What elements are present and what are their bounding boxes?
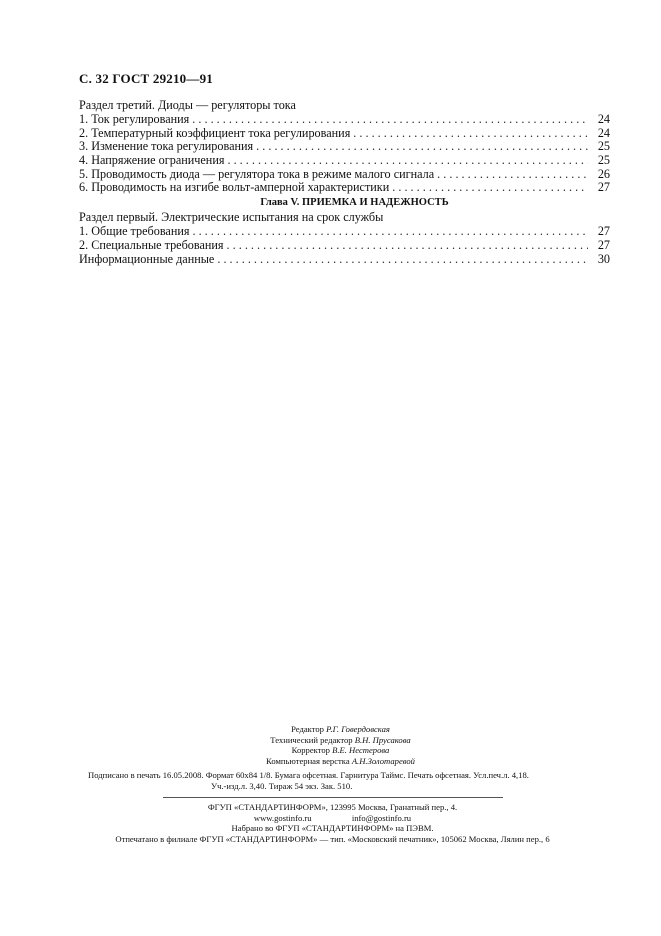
toc-row bbox=[79, 113, 610, 127]
imprint-tech-editor-line bbox=[10, 735, 661, 746]
toc-row bbox=[79, 154, 610, 168]
toc-row bbox=[79, 253, 610, 267]
imprint-role: Технический редактор bbox=[270, 734, 353, 745]
toc-item-page: 27 bbox=[597, 180, 610, 195]
toc-leader-dots bbox=[217, 253, 588, 267]
imprint-person: В.Е. Нестерова bbox=[332, 745, 390, 756]
imprint-editors bbox=[10, 724, 661, 766]
toc-item-label: 3. Изменение тока регулирования bbox=[79, 139, 254, 154]
toc-leader-dots bbox=[437, 168, 588, 182]
toc-item-label: Информационные данные bbox=[79, 251, 215, 266]
toc-leader-dots bbox=[192, 225, 588, 239]
toc-item-label: 1. Ток регулирования bbox=[79, 112, 190, 126]
toc-row bbox=[79, 181, 610, 195]
imprint-publisher-line: Отпечатано в филиале ФГУП «СТАНДАРТИНФОРМ» — тип. «Московский печатник», 105062 Москва, Лялин пер., 6 bbox=[115, 833, 550, 844]
toc-chapter-title: Глава V. ПРИЕМКА И НАДЕЖНОСТЬ bbox=[260, 197, 449, 209]
imprint-person: В.Н. Прусакова bbox=[354, 734, 411, 745]
toc-leader-dots bbox=[353, 127, 588, 141]
imprint-print-line: Уч.-изд.л. 3,40. Тираж 54 экз. Зак. 510. bbox=[211, 780, 353, 791]
imprint-person: Р.Г. Говердовская bbox=[326, 724, 390, 734]
toc-section-title: Раздел первый. Электрические испытания на срок службы bbox=[79, 210, 384, 225]
toc-item-page: 25 bbox=[597, 153, 610, 168]
toc-row bbox=[79, 239, 610, 253]
page-header: С. 32 ГОСТ 29210—91 bbox=[79, 71, 213, 86]
toc-leader-dots bbox=[227, 239, 588, 253]
imprint-role: Компьютерная верстка bbox=[266, 755, 350, 766]
toc-item-page: 24 bbox=[597, 112, 610, 126]
toc-item-page: 25 bbox=[597, 139, 610, 154]
toc-row bbox=[79, 127, 610, 141]
imprint-layout-line bbox=[10, 756, 661, 767]
imprint-editor-line bbox=[10, 724, 661, 735]
toc-item-page: 26 bbox=[597, 166, 610, 181]
toc-leader-dots bbox=[392, 181, 588, 195]
toc-item-label: 2. Специальные требования bbox=[79, 237, 224, 252]
imprint-publisher bbox=[2, 802, 661, 844]
imprint-publisher-line: ФГУП «СТАНДАРТИНФОРМ», 123995 Москва, Гранатный пер., 4. bbox=[207, 802, 458, 812]
toc-item-label: 4. Напряжение ограничения bbox=[79, 153, 225, 168]
toc-row bbox=[79, 140, 610, 154]
imprint-print-line: Подписано в печать 16.05.2008. Формат 60х84 1/8. Бумага офсетная. Гарнитура Таймс. Печать офсетная. Усл.печ.л. 4,18. bbox=[88, 770, 529, 780]
imprint-email: info@gostinfo.ru bbox=[351, 812, 412, 823]
toc-leader-dots bbox=[192, 113, 588, 127]
toc-item-label: 1. Общие требования bbox=[79, 224, 190, 239]
toc-item-page: 27 bbox=[597, 224, 610, 239]
toc-item-page: 30 bbox=[597, 251, 610, 266]
toc-row bbox=[79, 225, 610, 239]
toc-item-label: 5. Проводимость диода — регулятора тока в режиме малого сигнала bbox=[79, 166, 435, 181]
imprint-corrector-line bbox=[10, 745, 661, 756]
divider-line bbox=[163, 797, 503, 798]
toc-row bbox=[79, 168, 610, 182]
toc-item-page: 27 bbox=[597, 237, 610, 252]
toc-item-page: 24 bbox=[597, 125, 610, 140]
imprint-publisher-contacts bbox=[2, 813, 661, 824]
imprint-print-info bbox=[6, 770, 661, 791]
imprint-role: Корректор bbox=[291, 745, 330, 756]
imprint-role: Редактор bbox=[291, 724, 324, 734]
table-of-contents bbox=[79, 98, 610, 266]
toc-leader-dots bbox=[227, 154, 588, 168]
imprint-publisher-line: Набрано во ФГУП «СТАНДАРТИНФОРМ» на ПЭВМ. bbox=[231, 823, 434, 834]
toc-leader-dots bbox=[256, 140, 588, 154]
imprint-website: www.gostinfo.ru bbox=[253, 812, 312, 823]
toc-section-title: Раздел третий. Диоды — регуляторы тока bbox=[79, 98, 296, 112]
toc-item-label: 6. Проводимость на изгибе вольт-амперной характеристики bbox=[79, 180, 390, 195]
imprint-person: А.Н.Золотаревой bbox=[351, 755, 415, 766]
toc-item-label: 2. Температурный коэффициент тока регулирования bbox=[79, 125, 351, 140]
